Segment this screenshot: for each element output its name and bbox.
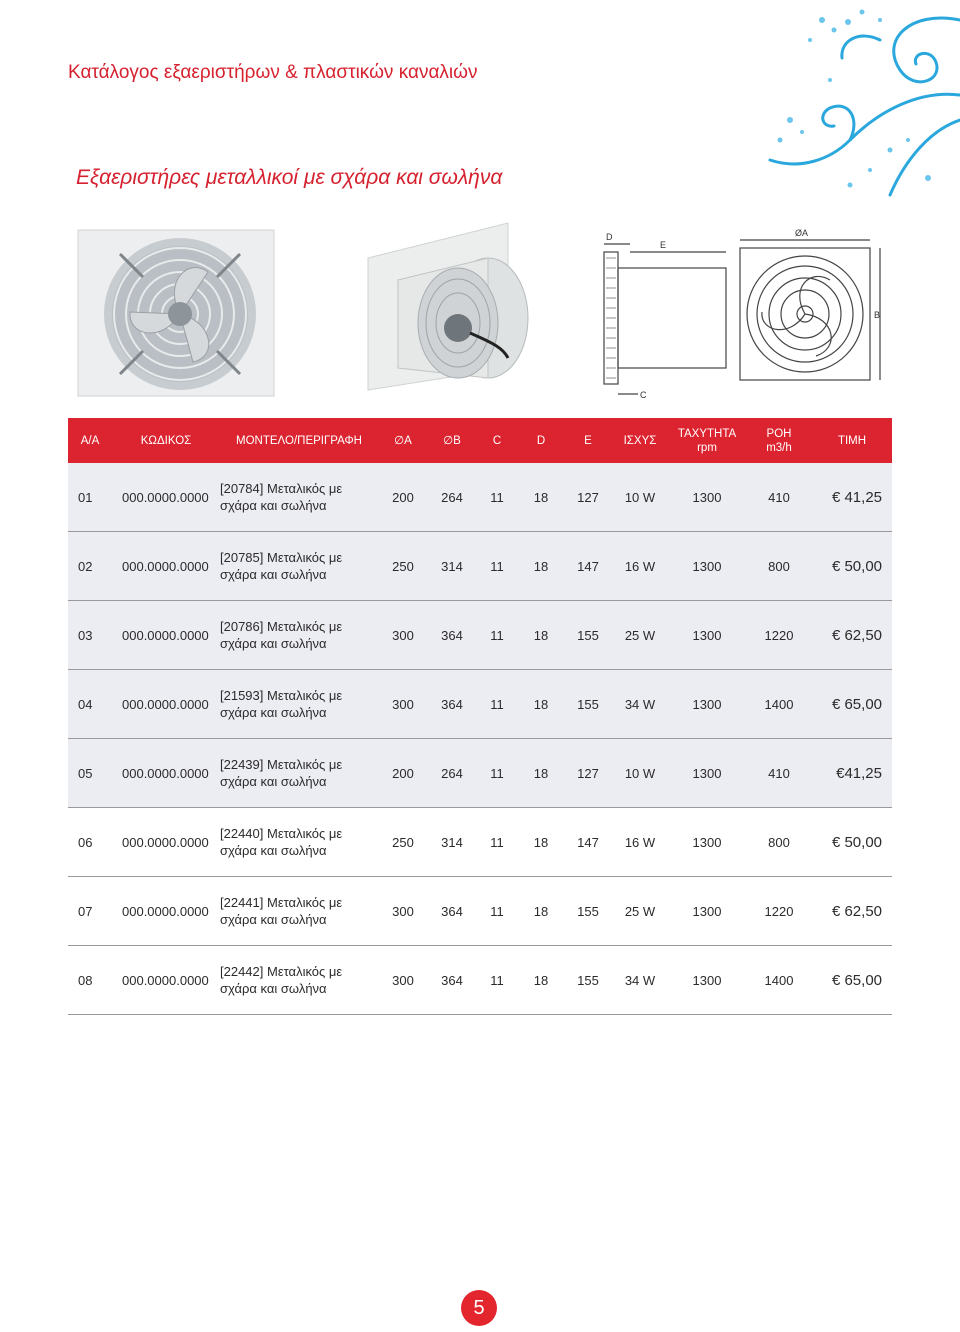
fan-technical-drawing (590, 228, 890, 404)
cell-code: 000.0000.0000 (112, 877, 220, 946)
section-title: Εξαεριστήρες μεταλλικοί με σχάρα και σωλήνα (76, 166, 503, 189)
cell-code: 000.0000.0000 (112, 670, 220, 739)
model-line2: σχάρα και σωλήνα (220, 567, 327, 582)
cell-e: 127 (564, 739, 612, 808)
cell-c: 11 (476, 739, 518, 808)
cell-d: 18 (518, 808, 564, 877)
header-b: ∅B (428, 418, 476, 463)
cell-c: 11 (476, 877, 518, 946)
cell-a: 300 (378, 601, 428, 670)
table-row (68, 532, 892, 601)
dim-label-b: B (874, 310, 881, 320)
cell-b: 364 (428, 946, 476, 1015)
cell-b: 364 (428, 601, 476, 670)
header-index: Α/Α (68, 418, 112, 463)
cell-power: 25 W (612, 877, 668, 946)
catalog-title: Κατάλογος εξαεριστήρων & πλαστικών καναλιών (68, 62, 478, 83)
cell-e: 155 (564, 670, 612, 739)
cell-flow: 410 (746, 463, 812, 532)
table-row (68, 877, 892, 946)
cell-c: 11 (476, 808, 518, 877)
cell-price: € 50,00 (812, 808, 892, 877)
header-a: ∅A (378, 418, 428, 463)
model-line1: [22441] Μεταλικός με (220, 895, 343, 910)
cell-a: 300 (378, 946, 428, 1015)
cell-b: 364 (428, 670, 476, 739)
cell-d: 18 (518, 463, 564, 532)
cell-model (220, 532, 378, 601)
cell-c: 11 (476, 946, 518, 1015)
cell-speed: 1300 (668, 463, 746, 532)
cell-flow: 1220 (746, 601, 812, 670)
cell-a: 300 (378, 670, 428, 739)
cell-e: 127 (564, 463, 612, 532)
cell-index: 02 (68, 532, 112, 601)
table-row (68, 463, 892, 532)
cell-b: 314 (428, 532, 476, 601)
cell-flow: 800 (746, 532, 812, 601)
cell-model (220, 877, 378, 946)
model-line1: [22440] Μεταλικός με (220, 826, 343, 841)
cell-power: 34 W (612, 670, 668, 739)
cell-b: 364 (428, 877, 476, 946)
cell-model (220, 601, 378, 670)
cell-e: 147 (564, 532, 612, 601)
cell-price: € 41,25 (812, 463, 892, 532)
cell-price: € 65,00 (812, 946, 892, 1015)
model-line2: σχάρα και σωλήνα (220, 912, 327, 927)
cell-power: 25 W (612, 601, 668, 670)
cell-speed: 1300 (668, 877, 746, 946)
model-line2: σχάρα και σωλήνα (220, 774, 327, 789)
header-flow (746, 418, 812, 463)
cell-model (220, 946, 378, 1015)
model-line1: [20785] Μεταλικός με (220, 550, 343, 565)
cell-index: 03 (68, 601, 112, 670)
cell-flow: 1400 (746, 670, 812, 739)
cell-c: 11 (476, 463, 518, 532)
cell-index: 08 (68, 946, 112, 1015)
cell-code: 000.0000.0000 (112, 808, 220, 877)
cell-index: 01 (68, 463, 112, 532)
cell-code: 000.0000.0000 (112, 601, 220, 670)
header-code: ΚΩΔΙΚΟΣ (112, 418, 220, 463)
header-c: C (476, 418, 518, 463)
cell-d: 18 (518, 946, 564, 1015)
dim-label-c: C (640, 390, 647, 400)
cell-speed: 1300 (668, 739, 746, 808)
cell-index: 07 (68, 877, 112, 946)
header-power: ΙΣΧΥΣ (612, 418, 668, 463)
cell-price: € 65,00 (812, 670, 892, 739)
cell-model (220, 808, 378, 877)
cell-e: 155 (564, 946, 612, 1015)
cell-price: € 50,00 (812, 532, 892, 601)
header-speed-line2: rpm (697, 441, 717, 454)
model-line1: [22442] Μεταλικός με (220, 964, 343, 979)
model-line2: σχάρα και σωλήνα (220, 843, 327, 858)
fan-duct-photo (358, 218, 546, 396)
cell-e: 155 (564, 877, 612, 946)
table-row (68, 946, 892, 1015)
header-speed-line1: ΤΑΧΥΤΗΤΑ (677, 427, 737, 440)
header-speed (668, 418, 746, 463)
cell-code: 000.0000.0000 (112, 532, 220, 601)
table-header-row (68, 418, 892, 463)
cell-index: 06 (68, 808, 112, 877)
cell-flow: 800 (746, 808, 812, 877)
cell-c: 11 (476, 601, 518, 670)
table-row (68, 601, 892, 670)
cell-power: 10 W (612, 463, 668, 532)
cell-b: 264 (428, 739, 476, 808)
model-line1: [21593] Μεταλικός με (220, 688, 343, 703)
cell-model (220, 739, 378, 808)
fan-front-photo (68, 222, 284, 400)
cell-d: 18 (518, 532, 564, 601)
cell-code: 000.0000.0000 (112, 946, 220, 1015)
cell-c: 11 (476, 670, 518, 739)
model-line1: [20784] Μεταλικός με (220, 481, 343, 496)
model-line2: σχάρα και σωλήνα (220, 498, 327, 513)
cell-index: 04 (68, 670, 112, 739)
cell-power: 16 W (612, 532, 668, 601)
header-e: E (564, 418, 612, 463)
cell-price: € 62,50 (812, 877, 892, 946)
cell-code: 000.0000.0000 (112, 739, 220, 808)
model-line1: [22439] Μεταλικός με (220, 757, 343, 772)
cell-speed: 1300 (668, 670, 746, 739)
cell-power: 34 W (612, 946, 668, 1015)
decorative-swirl (730, 0, 960, 210)
cell-flow: 1400 (746, 946, 812, 1015)
cell-model (220, 463, 378, 532)
header-model: ΜΟΝΤΕΛΟ/ΠΕΡΙΓΡΑΦΗ (220, 418, 378, 463)
header-price: ΤΙΜΗ (812, 418, 892, 463)
cell-c: 11 (476, 532, 518, 601)
model-line2: σχάρα και σωλήνα (220, 981, 327, 996)
header-flow-line2: m3/h (766, 441, 792, 454)
cell-d: 18 (518, 739, 564, 808)
cell-flow: 410 (746, 739, 812, 808)
cell-price: € 62,50 (812, 601, 892, 670)
dim-label-a: ØA (795, 228, 809, 238)
cell-speed: 1300 (668, 532, 746, 601)
cell-price: €41,25 (812, 739, 892, 808)
cell-d: 18 (518, 601, 564, 670)
cell-speed: 1300 (668, 808, 746, 877)
cell-a: 200 (378, 739, 428, 808)
dim-label-e: E (660, 240, 667, 250)
cell-model (220, 670, 378, 739)
cell-speed: 1300 (668, 601, 746, 670)
cell-e: 155 (564, 601, 612, 670)
cell-b: 314 (428, 808, 476, 877)
table-row (68, 739, 892, 808)
cell-d: 18 (518, 877, 564, 946)
cell-index: 05 (68, 739, 112, 808)
cell-a: 250 (378, 808, 428, 877)
model-line2: σχάρα και σωλήνα (220, 636, 327, 651)
header-d: D (518, 418, 564, 463)
table-row (68, 670, 892, 739)
dim-label-d: D (606, 232, 613, 242)
model-line2: σχάρα και σωλήνα (220, 705, 327, 720)
page-number: 5 (461, 1290, 497, 1326)
cell-a: 300 (378, 877, 428, 946)
cell-power: 16 W (612, 808, 668, 877)
table-row (68, 808, 892, 877)
cell-e: 147 (564, 808, 612, 877)
cell-a: 250 (378, 532, 428, 601)
cell-a: 200 (378, 463, 428, 532)
cell-d: 18 (518, 670, 564, 739)
model-line1: [20786] Μεταλικός με (220, 619, 343, 634)
header-flow-line1: ΡΟΗ (766, 427, 792, 440)
cell-b: 264 (428, 463, 476, 532)
cell-code: 000.0000.0000 (112, 463, 220, 532)
cell-speed: 1300 (668, 946, 746, 1015)
cell-flow: 1220 (746, 877, 812, 946)
fan-spec-table (68, 418, 892, 1015)
cell-power: 10 W (612, 739, 668, 808)
